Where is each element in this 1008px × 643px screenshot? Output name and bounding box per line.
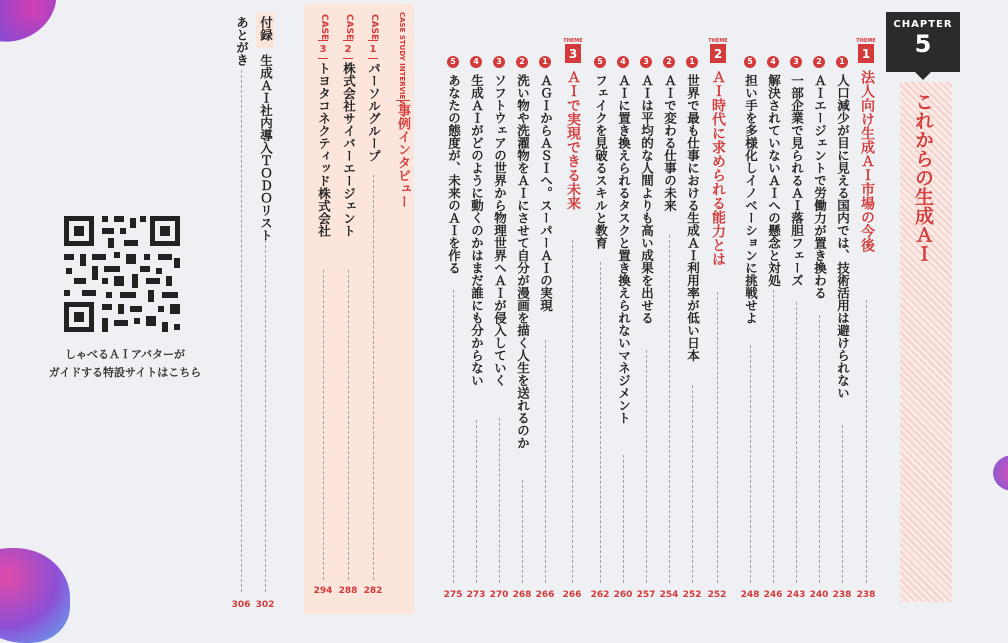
theme-2-item-4-number: 4: [617, 56, 629, 68]
theme-1-item-2-number: 2: [813, 56, 825, 68]
theme-1-item-4-leader: [773, 290, 774, 583]
theme-1-number: 1: [858, 44, 874, 63]
theme-1-item-1-number: 1: [836, 56, 848, 68]
theme-1-item-5-title: 担い手を多様化しイノベーションに挑戦せよ: [743, 74, 759, 324]
theme-2-item-3-page: 257: [636, 590, 656, 600]
theme-3-item-5-page: 275: [443, 590, 463, 600]
theme-2-number: 2: [710, 44, 726, 63]
theme-1-item-3-number: 3: [790, 56, 802, 68]
theme-3-item-3-number: 3: [493, 56, 505, 68]
theme-2-item-4-page: 260: [613, 590, 633, 600]
theme-3-item-1-page: 266: [535, 590, 555, 600]
theme-2-item-2-page: 254: [659, 590, 679, 600]
theme-1-page: 238: [856, 590, 876, 600]
theme-3-item-4-number: 4: [470, 56, 482, 68]
case-2-page: 288: [338, 586, 358, 596]
theme-2-item-4-leader: [623, 455, 624, 583]
appendix-page: 302: [255, 600, 275, 610]
theme-3-item-2-number: 2: [516, 56, 528, 68]
theme-3-item-5-title: あなたの態度が、未来のＡＩを作る: [446, 74, 462, 274]
case-1-leader: [373, 175, 374, 580]
theme-2-item-5-page: 262: [590, 590, 610, 600]
theme-1-item-1-leader: [842, 425, 843, 583]
theme-3-item-3-page: 270: [489, 590, 509, 600]
theme-3-item-2-title: 洗い物や洗濯物をＡＩにさせて自分が漫画を描く人生を送れるのか: [515, 74, 531, 449]
theme-2-page: 252: [707, 590, 727, 600]
theme-1-leader: [866, 300, 867, 583]
case-1-title: パーソルグループ: [366, 62, 382, 162]
theme-3-item-4-page: 273: [466, 590, 486, 600]
theme-1-item-5-leader: [750, 345, 751, 583]
theme-3-item-4-leader: [476, 420, 477, 583]
theme-1-item-2-title: ＡＩエージェントで労働力が置き換わる: [812, 74, 828, 299]
theme-1-item-1-title: 人口減少が目に見える国内では、技術活用は避けられない: [835, 74, 851, 399]
afterword-title: あとがき: [234, 16, 250, 66]
case-2-separator: [343, 40, 353, 41]
case-1-separator-2: [368, 58, 378, 59]
theme-3-item-4-title: 生成ＡＩがどのように動くのかはまだ誰にも分からない: [469, 74, 485, 387]
theme-2-item-3-number: 3: [640, 56, 652, 68]
theme-1-label: THEME: [856, 38, 876, 44]
theme-2-item-3-leader: [646, 350, 647, 583]
theme-2-item-2-title: ＡＩで変わる仕事の未来: [662, 74, 678, 212]
case-2-label: CASE: [344, 14, 354, 41]
theme-1-item-5-number: 5: [744, 56, 756, 68]
theme-2-item-1-title: 世界で最も仕事における生成ＡＩ利用率が低い日本: [685, 74, 701, 362]
case-2-number: 2: [344, 44, 352, 55]
chapter-badge: [886, 12, 960, 72]
theme-1-item-3-page: 243: [786, 590, 806, 600]
appendix-leader: [265, 240, 266, 592]
appendix-title: 生成ＡＩ社内導入ＴＯＤＯリスト: [258, 54, 274, 242]
case-1-page: 282: [363, 586, 383, 596]
theme-2-item-3-title: ＡＩは平均的な人間よりも高い成果を出せる: [639, 74, 655, 324]
theme-3-item-1-number: 1: [539, 56, 551, 68]
theme-2-item-2-number: 2: [663, 56, 675, 68]
theme-1-item-4-page: 246: [763, 590, 783, 600]
case-2-title: 株式会社サイバーエージェント: [341, 62, 357, 237]
theme-3-item-5-number: 5: [447, 56, 459, 68]
case-study-label: CASE STUDY INTERVIEW: [398, 12, 406, 108]
afterword-leader: [241, 70, 242, 592]
theme-2-item-5-title: フェイクを見破るスキルと教育: [593, 74, 609, 249]
case-1-number: 1: [369, 44, 377, 55]
chapter-title: これからの生成ＡＩ: [912, 92, 934, 263]
theme-2-leader: [717, 292, 718, 583]
theme-3-title: ＡＩで実現できる未来: [565, 70, 581, 210]
theme-2-item-5-number: 5: [594, 56, 606, 68]
decorative-blob-bottom-left: [0, 548, 70, 643]
theme-2-item-2-leader: [669, 235, 670, 583]
case-3-label: CASE: [319, 14, 329, 41]
theme-3-item-5-leader: [453, 290, 454, 583]
theme-1-item-1-page: 238: [832, 590, 852, 600]
decorative-blob-top-left: [0, 0, 69, 55]
case-1-label: CASE: [369, 14, 379, 41]
chapter-label: CHAPTER: [893, 19, 953, 30]
case-3-leader: [323, 270, 324, 580]
case-3-separator: [318, 40, 328, 41]
theme-1-item-2-page: 240: [809, 590, 829, 600]
case-study-title: 事例インタビュー: [395, 104, 410, 208]
theme-3-item-2-leader: [522, 480, 523, 583]
theme-3-item-1-title: ＡＧＩからＡＳＩへ。スーパーＡＩの実現: [538, 74, 554, 312]
appendix-label: 付録: [258, 16, 274, 41]
decorative-blob-right: [993, 455, 1008, 491]
theme-3-label: THEME: [563, 38, 583, 44]
theme-1-item-2-leader: [819, 315, 820, 583]
qr-code[interactable]: [62, 214, 182, 334]
theme-2-label: THEME: [708, 38, 728, 44]
theme-3-item-1-leader: [545, 340, 546, 583]
theme-1-item-3-leader: [796, 302, 797, 583]
theme-3-page: 266: [562, 590, 582, 600]
case-2-leader: [348, 270, 349, 580]
theme-2-item-4-title: ＡＩに置き換えられるタスクと置き換えられないマネジメント: [616, 74, 632, 424]
chapter-number: 5: [914, 30, 932, 58]
theme-2-title: ＡＩ時代に求められる能力とは: [710, 70, 726, 266]
theme-1-item-4-title: 解決されていないＡＩへの懸念と対処: [766, 74, 782, 287]
theme-1-item-3-title: 一部企業で見られるＡＩ落胆フェーズ: [789, 74, 805, 287]
case-1-separator: [368, 40, 378, 41]
case-3-separator-2: [318, 58, 328, 59]
chapter-badge-pointer: [915, 72, 931, 80]
theme-3-item-3-leader: [499, 418, 500, 583]
theme-1-title: 法人向け生成ＡＩ市場の今後: [859, 70, 875, 252]
theme-2-item-1-page: 252: [682, 590, 702, 600]
afterword-page: 306: [231, 600, 251, 610]
qr-caption-line-2: ガイドする特設サイトはこちら: [48, 366, 202, 379]
case-3-page: 294: [313, 586, 333, 596]
theme-3-item-2-page: 268: [512, 590, 532, 600]
theme-1-item-5-page: 248: [740, 590, 760, 600]
theme-2-item-1-leader: [692, 385, 693, 583]
theme-2-item-1-number: 1: [686, 56, 698, 68]
theme-3-item-3-title: ソフトウェアの世界から物理世界へＡＩが侵入していく: [492, 74, 508, 387]
case-2-separator-2: [343, 58, 353, 59]
theme-2-item-5-leader: [600, 262, 601, 583]
theme-3-number: 3: [565, 44, 581, 63]
qr-caption-line-1: しゃべるＡＩアバターが: [64, 348, 186, 361]
case-study-title-bar: [396, 100, 410, 101]
case-3-title: トヨタコネクティッド株式会社: [316, 62, 332, 237]
case-3-number: 3: [319, 44, 327, 55]
theme-3-leader: [572, 240, 573, 583]
theme-1-item-4-number: 4: [767, 56, 779, 68]
